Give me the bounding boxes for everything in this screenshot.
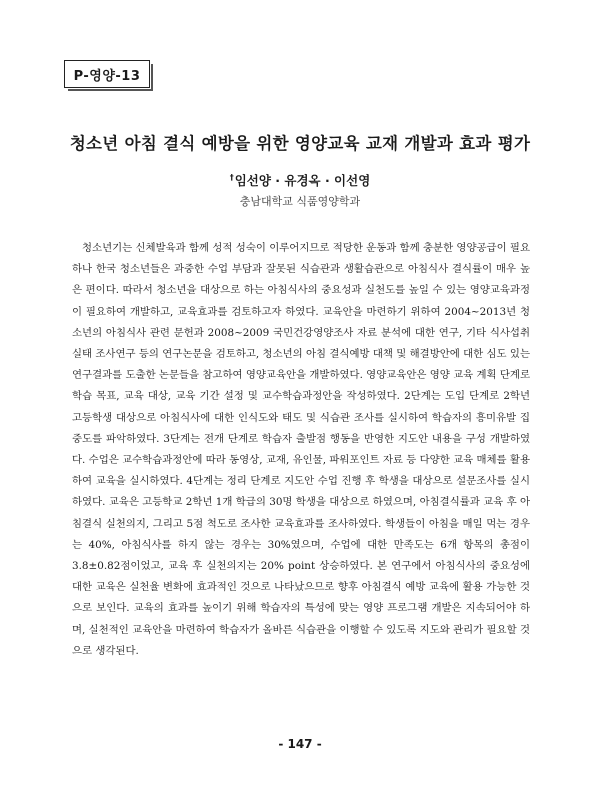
author-names: 임선양 · 유경옥 · 이선영 — [234, 173, 371, 188]
corresponding-author-mark: † — [229, 173, 234, 182]
session-code-box: P-영양-13 — [64, 60, 150, 88]
page-number: - 147 - — [278, 737, 322, 751]
abstract-body: 청소년기는 신체발육과 함께 성적 성숙이 이루어지므로 적당한 운동과 함께 충분한 영양공급이 필요하나 한국 청소년들은 과중한 수업 부담과 잘못된 식습관과 생활습관으로 아침식사 결식률이 매우 높은 편이다. 따라서 청소년을 대상으로 하는 아침식사의 중요성과 실천도를 높일 수 있는 영양교육과정이 필요하여 개발하고, 교육효과를 검토하고자 하였다. 교육안을 마련하기 위하여 2004~2013년 청소년의 아침식사 관련 문헌과 2008~2009 국민건강영양조사 자료 분석에 대한 연구, 기타 식사섭취 실태 조사연구 등의 연구논문을 검토하고, 청소년의 아침 결식예방 대책 및 해결방안에 대한 심도 있는 연구결과를 도출한 논문들을 참고하여 영양교육안을 개발하였다. 영양교육안은 영양 교육 계획 단계로 학습 목표, 교육 대상, 교육 기간 설정 및 교수학습과정안을 작성하였다. 2단계는 도입 단계로 2학년 고등학생 대상으로 아침식사에 대한 인식도와 태도 및 식습관 조사를 실시하여 학습자의 흥미유발 집중도를 파악하였다. 3단계는 전개 단계로 학습자 출발점 행동을 반영한 지도안 내용을 구성 개발하였다. 수업은 교수학습과정안에 따라 동영상, 교재, 유인물, 파워포인트 자료 등 다양한 교육 매체를 활용하여 교육을 실시하였다. 4단계는 정리 단계로 지도안 수업 진행 후 학생을 대상으로 설문조사를 실시하였다. 교육은 고등학교 2학년 1개 학급의 30명 학생을 대상으로 하였으며, 아침결식률과 교육 후 아침결식 실천의지, 그리고 5점 척도로 조사한 교육효과를 조사하였다. 학생들이 아침을 매일 먹는 경우는 40%, 아침식사를 하지 않는 경우는 30%였으며, 수업에 대한 만족도는 6개 항목의 총점이 3.8±0.82점이었고, 교육 후 실천의지는 20% point 상승하였다. 본 연구에서 아침식사의 중요성에 대한 교육은 실천율 변화에 효과적인 것으로 나타났으므로 향후 아침결식 예방 교육에 활용 가능한 것으로 보인다. 교육의 효과를 높이기 위해 학습자의 특성에 맞는 영양 프로그램 개발은 지속되어야 하며, 실천적인 교육안을 마련하여 학습자가 올바른 식습관을 이행할 수 있도록 지도와 관리가 필요할 것으로 생각된다. — [72, 242, 530, 657]
author-line — [0, 171, 600, 189]
paper-title: 청소년 아침 결식 예방을 위한 영양교육 교재 개발과 효과 평가 — [69, 134, 531, 153]
affiliation: 충남대학교 식품영양학과 — [239, 195, 361, 208]
